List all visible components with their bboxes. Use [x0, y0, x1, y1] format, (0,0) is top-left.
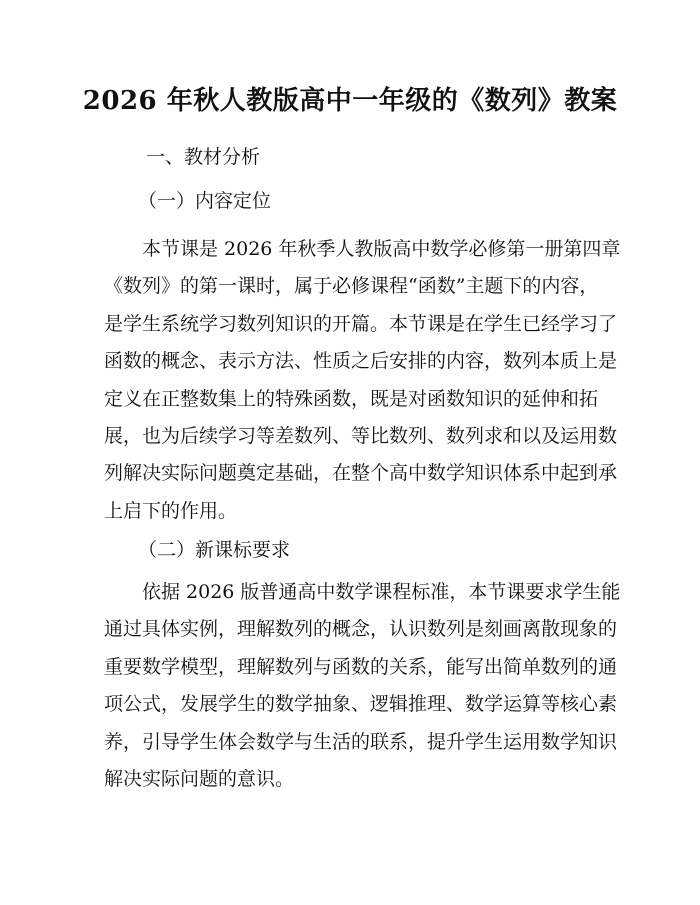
paragraph-line: 定义在正整数集上的特殊函数，既是对函数知识的延伸和拓 [104, 387, 599, 410]
paragraph-line: 解决实际问题的意识。 [104, 767, 295, 790]
paragraph-line: 函数的概念、表示方法、性质之后安排的内容，数列本质上是 [104, 350, 618, 373]
subsection-heading-content-positioning: （一）内容定位 [138, 190, 272, 212]
paragraph-line: 《数列》的第一课时，属于必修课程“函数”主题下的内容， [104, 275, 599, 298]
document-title: 2026 年秋人教版高中一年级的《数列》教案 [82, 86, 618, 116]
paragraph-line: 重要数学模型，理解数列与函数的关系，能写出简单数列的通 [104, 655, 618, 678]
paragraph-line: 依据 2026 版普通高中数学课程标准，本节课要求学生能 [142, 581, 621, 603]
paragraph-line: 本节课是 2026 年秋季人教版高中数学必修第一册第四章 [142, 238, 621, 260]
subsection-heading-curriculum-requirements: （二）新课标要求 [138, 539, 291, 561]
paragraph-line: 列解决实际问题奠定基础，在整个高中数学知识体系中起到承 [104, 462, 618, 485]
paragraph-line: 上启下的作用。 [104, 499, 238, 522]
paragraph-content-positioning [104, 231, 621, 530]
paragraph-curriculum-requirements [104, 574, 621, 798]
paragraph-line: 通过具体实例，理解数列的概念，认识数列是刻画离散现象的 [104, 618, 618, 641]
section-heading-textbook-analysis: 一、教材分析 [146, 146, 261, 168]
paragraph-line: 养，引导学生体会数学与生活的联系，提升学生运用数学知识 [104, 730, 618, 753]
paragraph-line: 是学生系统学习数列知识的开篇。本节课是在学生已经学习了 [104, 312, 618, 335]
paragraph-line: 项公式，发展学生的数学抽象、逻辑推理、数学运算等核心素 [104, 693, 618, 716]
paragraph-line: 展，也为后续学习等差数列、等比数列、数列求和以及运用数 [104, 424, 618, 447]
